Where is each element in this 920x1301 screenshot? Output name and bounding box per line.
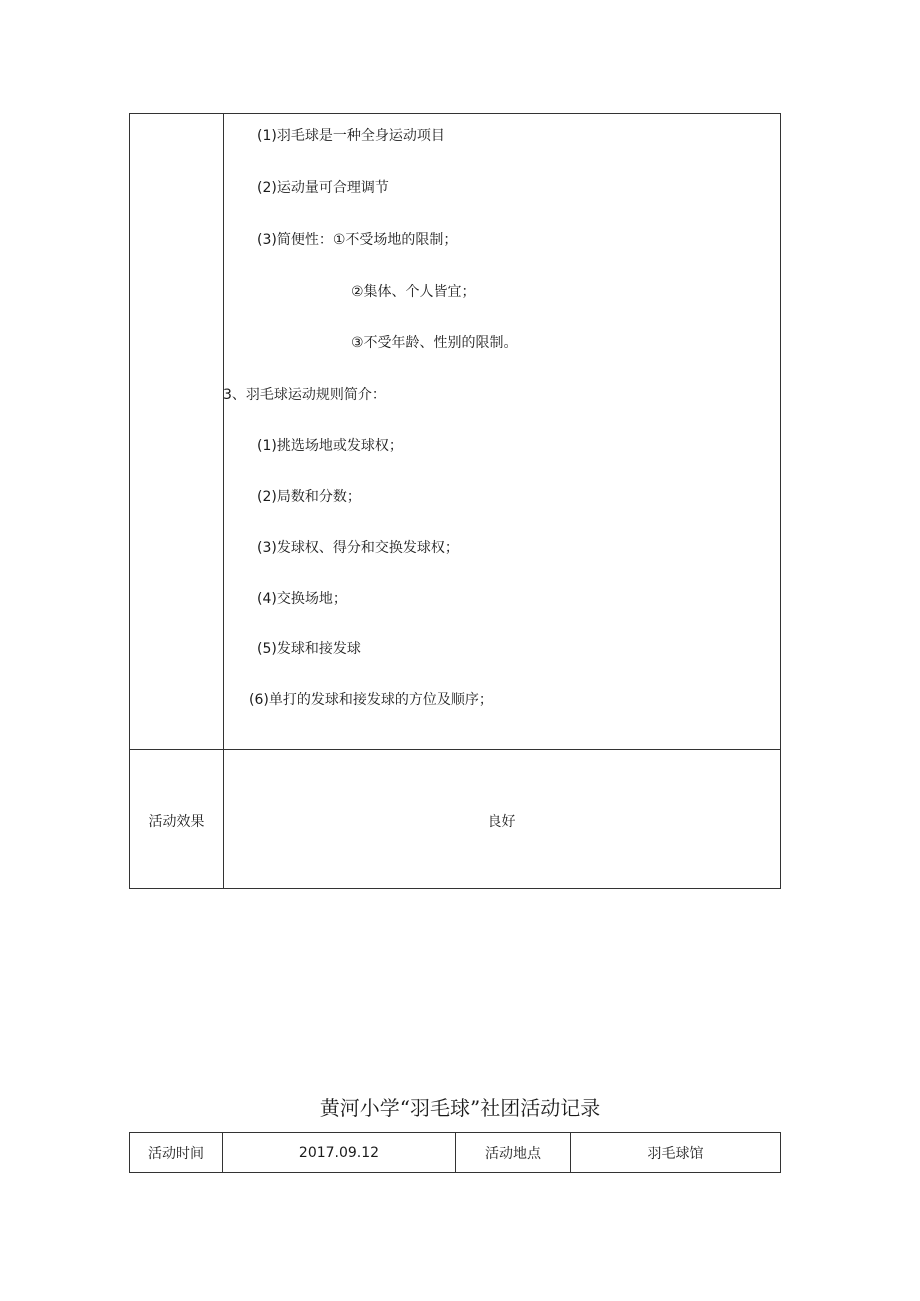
content-line: 3、羽毛球运动规则简介： — [223, 387, 386, 403]
content-line: (3)简便性：①不受场地的限制； — [257, 232, 458, 248]
activity-content-table — [129, 113, 781, 889]
activity-record-table — [129, 1132, 781, 1173]
time-label: 活动时间 — [130, 1133, 223, 1172]
row-divider — [130, 749, 780, 750]
content-line: (6)单打的发球和接发球的方位及顺序； — [249, 692, 493, 708]
content-line: (5)发球和接发球 — [257, 641, 361, 657]
content-line: (1)羽毛球是一种全身运动项目 — [257, 128, 445, 144]
content-line: ②集体、个人皆宜； — [351, 284, 476, 300]
content-line: (1)挑选场地或发球权； — [257, 438, 403, 454]
column-divider — [223, 114, 224, 888]
effect-label: 活动效果 — [148, 814, 205, 830]
effect-value: 良好 — [487, 814, 516, 830]
time-value: 2017.09.12 — [223, 1133, 456, 1172]
place-value: 羽毛球馆 — [647, 1145, 704, 1162]
document-title: 黄河小学“羽毛球”社团活动记录 — [319, 1096, 601, 1120]
content-line: (3)发球权、得分和交换发球权； — [257, 540, 459, 556]
content-line: (4)交换场地； — [257, 591, 347, 607]
content-line: (2)局数和分数； — [257, 489, 361, 505]
content-line: ③不受年龄、性别的限制。 — [351, 335, 518, 351]
place-label: 活动地点 — [456, 1133, 571, 1172]
content-line: (2)运动量可合理调节 — [257, 180, 389, 196]
